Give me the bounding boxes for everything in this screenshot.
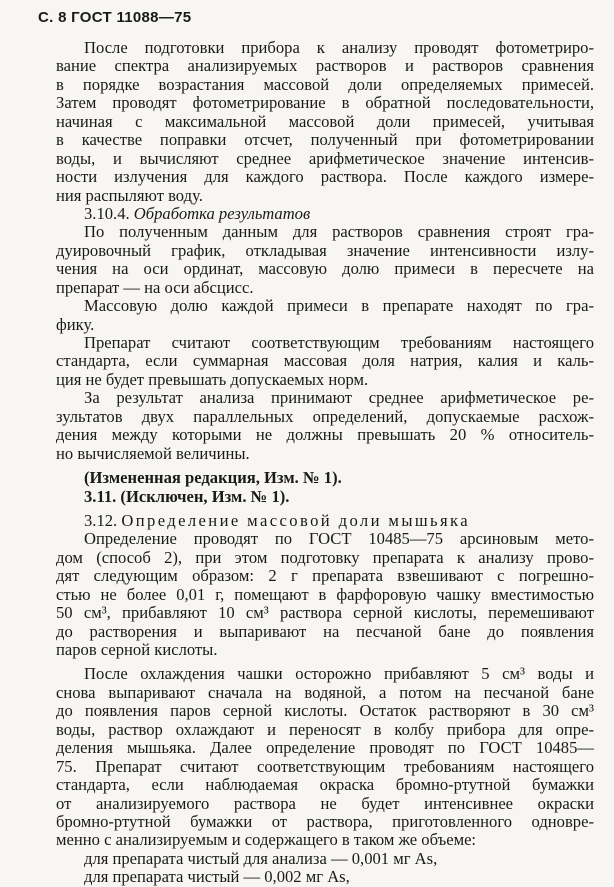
text-line: стью не более 0,01 г, помещают в фарфоровую чашку вместимостью	[56, 584, 594, 604]
text-line: деления мышьяка. Далее определение проводят по ГОСТ 10485—	[56, 738, 594, 758]
text-line: После охлаждения чашки осторожно прибавляют 5 см³ воды и	[84, 664, 594, 684]
paragraph-photometry	[56, 39, 594, 205]
text-line: ция не будет превышать допускаемых норм.	[56, 369, 369, 389]
text-line: Массовую долю каждой примеси в препарате находят по гра-	[84, 296, 594, 316]
list-item: для препарата чистый — 0,002 мг As,	[84, 867, 350, 887]
text-line: вание спектра анализируемых растворов и растворов сравнения	[56, 56, 594, 76]
text-line: зультатов двух параллельных определений, допускаемые расхож-	[56, 406, 594, 426]
text-line: чения на оси ординат, массовую долю примеси в пересчете на	[56, 259, 594, 279]
paragraph-result	[56, 389, 594, 463]
text-line: ности излучения для каждого раствора. После каждого измере-	[56, 167, 594, 187]
text-line: дом (способ 2), при этом подготовку препарата к анализу прово-	[56, 547, 594, 567]
text-line: 75. Препарат считают соответствующим требованиям настоящего	[56, 756, 594, 776]
text-line: бромно-ртутной бумажки от раствора, приготовленного одновре-	[56, 811, 594, 831]
text-line: дят следующим образом: 2 г препарата взвешивают с погрешно-	[56, 566, 594, 586]
paragraph-arsenic-procedure	[56, 665, 594, 849]
text-line: до растворения и выпаривают на песчаной бане до появления	[56, 621, 594, 641]
text-line: За результат анализа принимают среднее арифметическое ре-	[84, 388, 594, 408]
limits-list	[56, 850, 594, 887]
text-line: дения между которыми не должны превышать 20 % относитель-	[56, 425, 594, 445]
list-item: для препарата чистый для анализа — 0,001 мг As,	[84, 848, 438, 868]
text-line: Препарат считают соответствующим требованиям настоящего	[84, 333, 594, 352]
text-line: По полученным данным для растворов сравнения строят гра-	[84, 222, 594, 242]
section-title: Определение массовой доли мышьяка	[121, 510, 471, 530]
text-line: паров серной кислоты.	[56, 640, 218, 659]
edition-note: (Измененная редакция, Изм. № 1).	[84, 468, 342, 488]
text-line: воды, раствор охлаждают и переносят в колбу прибора для опре-	[56, 719, 594, 739]
text-line: Определение проводят по ГОСТ 10485—75 арсиновым мето-	[84, 529, 594, 549]
paragraph-arsenic-method	[56, 530, 594, 659]
text-line: ния распыляют воду.	[56, 185, 203, 205]
section-3-11-excluded: 3.11. (Исключен, Изм. № 1).	[84, 486, 290, 506]
text-line: менно с анализируемым и содержащего в таком же объеме:	[56, 830, 477, 850]
text-line: Затем проводят фотометрирование в обратной последовательности,	[56, 93, 594, 113]
section-number: 3.10.4.	[84, 203, 130, 223]
section-heading-3-10-4	[56, 205, 594, 223]
text-line: 50 см³, прибавляют 10 см³ раствора серной кислоты, перемешивают	[56, 603, 594, 623]
text-line: стандарта, если наблюдаемая окраска бромно-ртутной бумажки	[56, 775, 594, 795]
text-line: но вычисляемой величины.	[56, 443, 250, 463]
text-line: начиная с максимальной массовой доли примесей, учитывая	[56, 111, 594, 131]
text-line: в качестве поправки отсчет, полученный при фотометрировании	[56, 130, 594, 150]
text-line: После подготовки прибора к анализу проводят фотометриро-	[84, 38, 594, 57]
paragraph-compliance	[56, 334, 594, 389]
section-title: Обработка результатов	[133, 203, 311, 223]
text-line: до появления паров серной кислоты. Остаток растворяют в 30 см³	[56, 701, 594, 721]
text-line: стандарта, если суммарная массовая доля натрия, калия и каль-	[56, 351, 594, 371]
page-header: С. 8 ГОСТ 11088—75	[38, 9, 192, 26]
text-line: фику.	[56, 314, 95, 334]
text-line: дуировочный график, откладывая значение интенсивности излу-	[56, 240, 594, 260]
text-line: препарат — на оси абсцисс.	[56, 277, 254, 297]
paragraph-calibration	[56, 223, 594, 297]
paragraph-mass-fraction	[56, 297, 594, 334]
document-body	[56, 39, 594, 887]
section-number: 3.12.	[84, 510, 118, 530]
text-line: снова выпаривают сначала на водяной, а потом на песчаной бане	[56, 682, 594, 702]
text-line: воды, и вычисляют среднее арифметическое значение интенсив-	[56, 148, 594, 168]
section-heading-3-12	[56, 512, 594, 530]
text-line: от анализируемого раствора не будет интенсивнее окраски	[56, 793, 594, 813]
text-line: в порядке возрастания массовой доли определяемых примесей.	[56, 74, 594, 94]
